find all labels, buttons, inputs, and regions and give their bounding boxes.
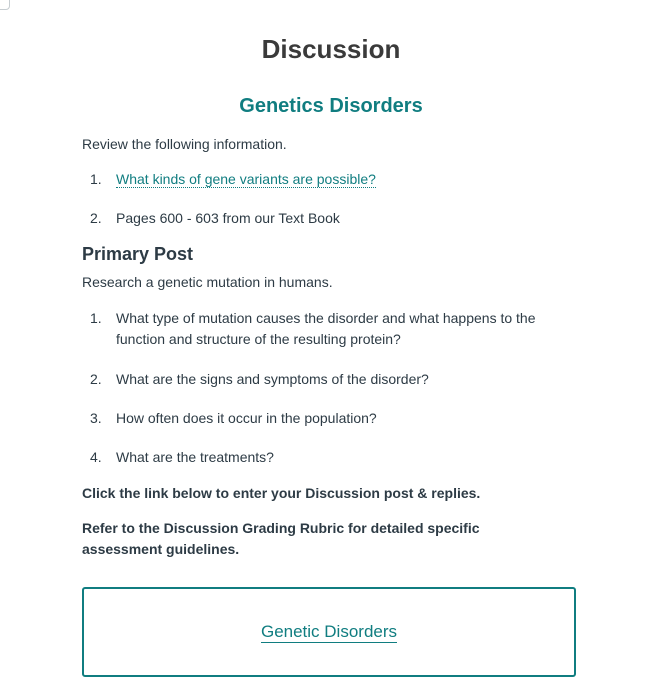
list-number: 4. <box>90 449 102 465</box>
question-text: How often does it occur in the population? <box>116 410 377 426</box>
intro-list-item-1 <box>90 169 550 190</box>
gene-variants-link[interactable]: What kinds of gene variants are possible? <box>116 171 376 187</box>
section-title: Genetics Disorders <box>239 95 423 117</box>
list-number: 1. <box>90 171 102 187</box>
rubric-instruction: Refer to the Discussion Grading Rubric for detailed specific assessment guidelines. <box>82 520 480 557</box>
textbook-pages-text: Pages 600 - 603 from our Text Book <box>116 210 340 226</box>
list-number: 1. <box>90 310 102 326</box>
intro-text: Review the following information. <box>82 136 287 152</box>
intro-list-item-2 <box>90 208 550 229</box>
list-number: 3. <box>90 410 102 426</box>
list-number: 2. <box>90 371 102 387</box>
enter-post-instruction: Click the link below to enter your Discussion post & replies. <box>82 485 481 501</box>
corner-frame-mark <box>0 0 10 10</box>
question-item-1 <box>90 308 550 350</box>
page-title: Discussion <box>261 34 401 64</box>
question-item-2 <box>90 369 550 390</box>
genetic-disorders-link[interactable]: Genetic Disorders <box>260 621 398 641</box>
question-item-4 <box>90 447 550 468</box>
primary-post-heading: Primary Post <box>82 244 194 264</box>
question-text: What are the treatments? <box>116 449 274 465</box>
question-text: What type of mutation causes the disorder and what happens to the function and structure of the resulting protein? <box>116 310 536 347</box>
question-item-3 <box>90 408 550 429</box>
genetic-disorders-link-box <box>82 587 576 677</box>
primary-post-text: Research a genetic mutation in humans. <box>82 274 333 290</box>
list-number: 2. <box>90 210 102 226</box>
question-text: What are the signs and symptoms of the disorder? <box>116 371 429 387</box>
